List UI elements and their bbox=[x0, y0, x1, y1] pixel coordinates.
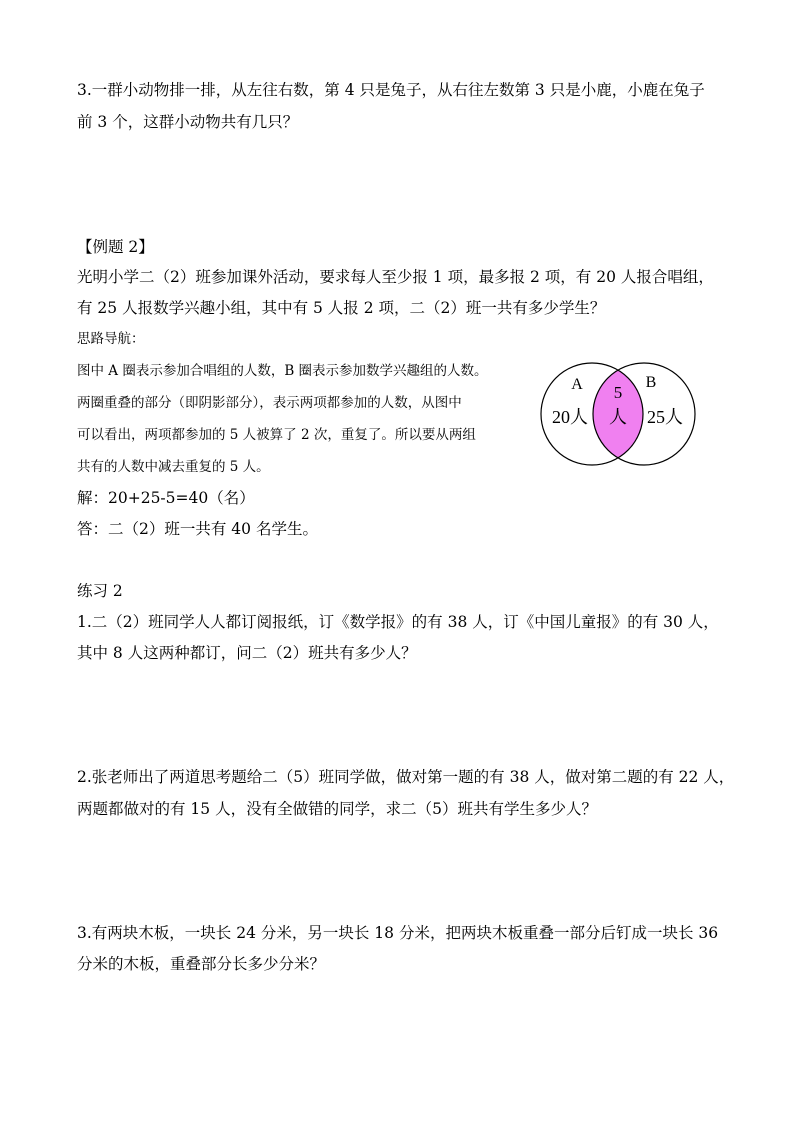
label-b: B bbox=[645, 374, 657, 391]
practice-2-line-1: 2.张老师出了两道思考题给二（5）班同学做，做对第一题的有 38 人，做对第二题的有 22 人， bbox=[77, 768, 735, 786]
example-heading: 【例题 2】 bbox=[77, 238, 154, 256]
venn-diagram bbox=[538, 360, 698, 468]
guide-line-4: 共有的人数中减去重复的 5 人。 bbox=[77, 459, 270, 475]
practice-heading: 练习 2 bbox=[77, 582, 123, 600]
guide-line-3: 可以看出，两项都参加的 5 人被算了 2 次，重复了。所以要从两组 bbox=[77, 427, 476, 443]
practice-1-line-1: 1.二（2）班同学人人都订阅报纸，订《数学报》的有 38 人，订《中国儿童报》的有 30 人， bbox=[77, 613, 719, 631]
solution-line: 解：20+25-5=40（名） bbox=[77, 489, 255, 507]
guide-line-1: 图中 A 圈表示参加合唱组的人数，B 圈表示参加数学兴趣组的人数。 bbox=[77, 363, 488, 379]
practice-2-line-2: 两题都做对的有 15 人，没有全做错的同学，求二（5）班共有学生多少人？ bbox=[77, 800, 597, 818]
practice-3-line-1: 3.有两块木板，一块长 24 分米，另一块长 18 分米，把两块木板重叠一部分后钉成一块长 36 bbox=[77, 924, 719, 942]
guide-line-2: 两圈重叠的部分（即阴影部分），表示两项都参加的人数，从图中 bbox=[77, 395, 462, 411]
count-b: 25人 bbox=[647, 407, 683, 427]
example-line-2: 有 25 人报数学兴趣小组，其中有 5 人报 2 项，二（2）班一共有多少学生？ bbox=[77, 299, 606, 317]
label-a: A bbox=[571, 376, 583, 393]
overlap-number: 5 bbox=[613, 383, 623, 402]
question-3-line-1: 3.一群小动物排一排，从左往右数，第 4 只是兔子，从右往左数第 3 只是小鹿，小鹿在兔子 bbox=[77, 81, 705, 99]
answer-line: 答：二（2）班一共有 40 名学生。 bbox=[77, 520, 318, 538]
example-line-1: 光明小学二（2）班参加课外活动，要求每人至少报 1 项，最多报 2 项，有 20 人报合唱组， bbox=[77, 268, 714, 286]
count-a: 20人 bbox=[552, 407, 588, 427]
guide-label: 思路导航： bbox=[77, 331, 145, 347]
question-3-line-2: 前 3 个，这群小动物共有几只？ bbox=[77, 113, 299, 131]
overlap-unit: 人 bbox=[609, 407, 627, 427]
practice-1-line-2: 其中 8 人这两种都订，问二（2）班共有多少人？ bbox=[77, 644, 417, 662]
practice-3-line-2: 分米的木板，重叠部分长多少分米？ bbox=[77, 955, 326, 973]
